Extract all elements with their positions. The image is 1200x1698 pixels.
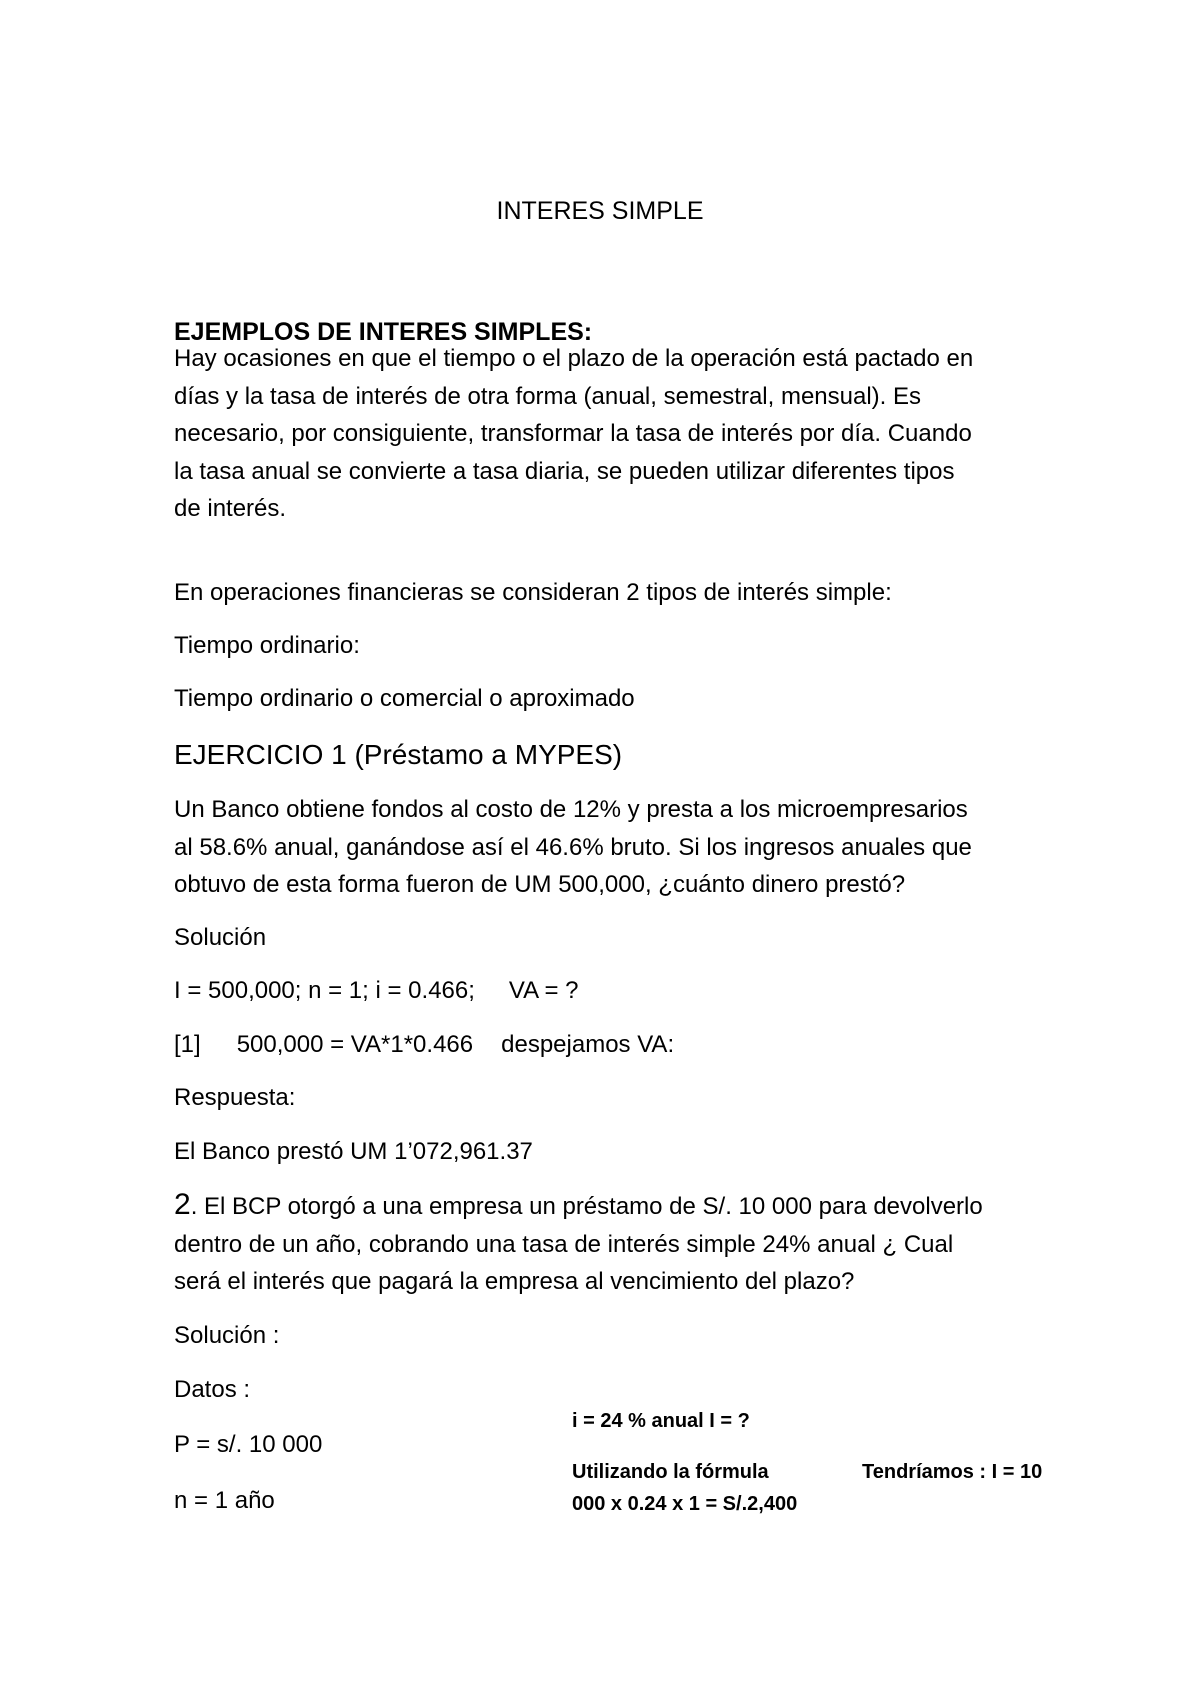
exercise1-solution-label: Solución <box>174 924 267 951</box>
intro-line: días y la tasa de interés de otra forma (anual, semestral, mensual). Es <box>174 382 922 410</box>
statement-line: Un Banco obtiene fondos al costo de 12% y presta a los microempresarios <box>174 796 968 823</box>
type-ordinary: Tiempo ordinario: <box>174 632 360 659</box>
exercise2-principal: P = s/. 10 000 <box>174 1431 323 1458</box>
statement-line: al 58.6% anual, ganándose así el 46.6% bruto. Si los ingresos anuales que <box>174 833 972 861</box>
intro-line: necesario, por consiguiente, transformar la tasa de interés por día. Cuando <box>174 420 972 447</box>
exercise1-equation <box>174 1026 674 1064</box>
exercise1-statement <box>174 791 1054 904</box>
exercise2-solution-label: Solución : <box>174 1322 280 1349</box>
exercise2-formula-label: Utilizando la fórmula <box>572 1461 769 1483</box>
exercise2-result-prefix: Tendríamos : I = 10 <box>862 1461 1043 1483</box>
statement-line: será el interés que pagará la empresa al vencimiento del plazo? <box>174 1268 855 1295</box>
intro-line: la tasa anual se convierte a tasa diaria, se pueden utilizar diferentes tipos <box>174 457 955 485</box>
statement-line: obtuvo de esta forma fueron de UM 500,000, ¿cuánto dinero prestó? <box>174 871 906 898</box>
exercise1-answer-label: Respuesta: <box>174 1084 296 1111</box>
statement-line <box>174 1186 1054 1226</box>
intro-paragraph <box>174 340 1054 528</box>
statement-first: . El BCP otorgó a una empresa un préstamo de S/. 10 000 para devolverlo <box>190 1193 983 1220</box>
section-heading: EJEMPLOS DE INTERES SIMPLES: <box>174 318 593 346</box>
intro-line: de interés. <box>174 495 287 522</box>
exercise1-heading: EJERCICIO 1 (Préstamo a MYPES) <box>174 739 623 770</box>
equation-note: despejamos VA: <box>501 1031 675 1058</box>
equation-formula: 500,000 = VA*1*0.466 <box>236 1031 474 1058</box>
exercise2-periods: n = 1 año <box>174 1487 275 1514</box>
exercise2-result: 000 x 0.24 x 1 = S/.2,400 <box>572 1493 798 1515</box>
exercise1-data-left: I = 500,000; n = 1; i = 0.466; <box>174 977 475 1004</box>
exercise2-rate: i = 24 % anual I = ? <box>572 1410 750 1432</box>
document-title: INTERES SIMPLE <box>496 197 704 225</box>
type-commercial: Tiempo ordinario o comercial o aproximado <box>174 685 635 712</box>
exercise1-data-right: VA = ? <box>508 977 579 1004</box>
exercise2-statement <box>174 1186 1054 1301</box>
intro-line: Hay ocasiones en que el tiempo o el plazo de la operación está pactado en <box>174 345 974 372</box>
types-intro: En operaciones financieras se consideran 2 tipos de interés simple: <box>174 579 892 606</box>
exercise2-number: 2 <box>174 1188 191 1221</box>
exercise1-answer: El Banco prestó UM 1’072,961.37 <box>174 1138 533 1165</box>
exercise1-data <box>174 972 579 1010</box>
equation-tag: [1] <box>174 1031 201 1058</box>
statement-line: dentro de un año, cobrando una tasa de interés simple 24% anual ¿ Cual <box>174 1230 954 1258</box>
exercise2-data-label: Datos : <box>174 1376 251 1403</box>
